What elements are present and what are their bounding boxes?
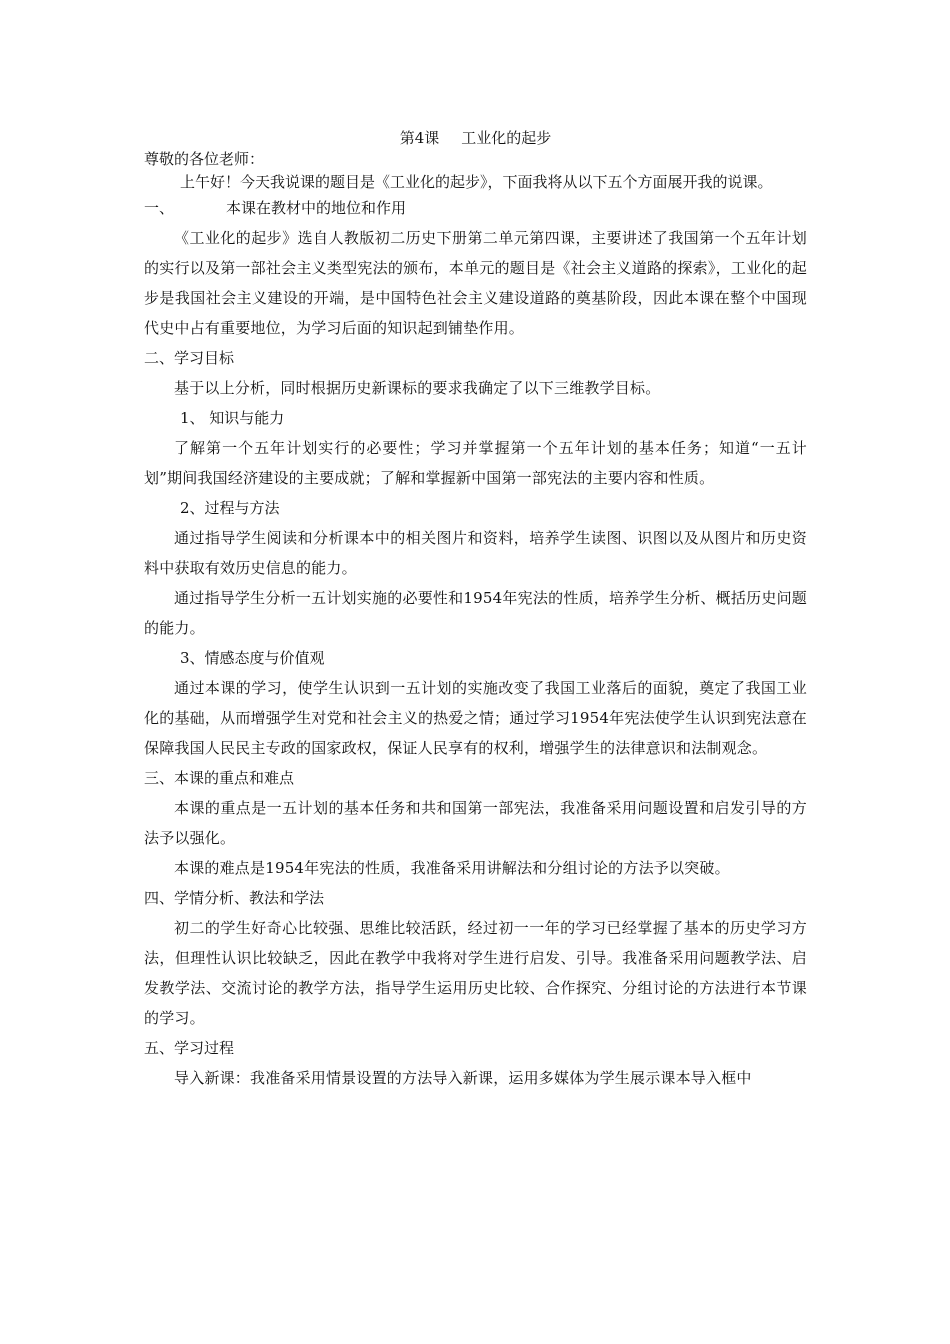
section2-sub1-body: 了解第一个五年计划实行的必要性；学习并掌握第一个五年计划的基本任务；知道“一五计划”期间我国经济建设的主要成就；了解和掌握新中国第一部宪法的主要内容和性质。 (144, 439, 807, 487)
section2-sub3-heading: 3、情感态度与价值观 (180, 649, 325, 667)
section5-body: 导入新课：我准备采用情景设置的方法导入新课，运用多媒体为学生展示课本导入框中 (174, 1069, 752, 1087)
section2-sub2-body2: 通过指导学生分析一五计划实施的必要性和1954年宪法的性质，培养学生分析、概括历史问题的能力。 (144, 589, 807, 637)
section3-body1: 本课的重点是一五计划的基本任务和共和国第一部宪法，我准备采用问题设置和启发引导的方法予以强化。 (144, 799, 807, 847)
section2-intro: 基于以上分析，同时根据历史新课标的要求我确定了以下三维教学目标。 (174, 379, 661, 397)
section3-heading: 三、本课的重点和难点 (144, 769, 295, 787)
document-title (144, 128, 807, 149)
section4-body: 初二的学生好奇心比较强、思维比较活跃，经过初一一年的学习已经掌握了基本的历史学习方法，但理性认识比较缺乏，因此在教学中我将对学生进行启发、引导。我准备采用问题教学法、启发教学法、交流讨论的教学方法，指导学生运用历史比较、合作探究、分组讨论的方法进行本节课的学习。 (144, 919, 807, 1027)
section1-body: 《工业化的起步》选自人教版初二历史下册第二单元第四课，主要讲述了我国第一个五年计划的实行以及第一部社会主义类型宪法的颁布，本单元的题目是《社会主义道路的探索》，工业化的起步是我国社会主义建设的开端，是中国特色社会主义建设道路的奠基阶段，因此本课在整个中国现代史中占有重要地位，为学习后面的知识起到铺垫作用。 (144, 229, 807, 337)
opening-paragraph: 上午好！今天我说课的题目是《工业化的起步》，下面我将从以下五个方面展开我的说课。 (180, 173, 773, 191)
section2-sub1-heading: 1、 知识与能力 (180, 409, 285, 427)
section2-sub2-heading: 2、过程与方法 (180, 499, 280, 517)
title-lesson-number: 第4课 (399, 129, 440, 147)
section1-number: 一、 (144, 199, 175, 217)
section4-heading: 四、学情分析、教法和学法 (144, 889, 325, 907)
section2-sub2-body1: 通过指导学生阅读和分析课本中的相关图片和资料，培养学生读图、识图以及从图片和历史资料中获取有效历史信息的能力。 (144, 529, 807, 577)
section2-heading: 二、学习目标 (144, 349, 235, 367)
section2-sub3-body: 通过本课的学习，使学生认识到一五计划的实施改变了我国工业落后的面貌，奠定了我国工业化的基础，从而增强学生对党和社会主义的热爱之情；通过学习1954年宪法使学生认识到宪法意在保障我国人民民主专政的国家政权，保证人民享有的权利，增强学生的法律意识和法制观念。 (144, 679, 807, 757)
section1-title: 本课在教材中的地位和作用 (226, 199, 407, 217)
section3-body2: 本课的难点是1954年宪法的性质，我准备采用讲解法和分组讨论的方法予以突破。 (174, 859, 730, 877)
salutation: 尊敬的各位老师： (144, 150, 265, 168)
section1-heading (144, 193, 807, 223)
section5-heading: 五、学习过程 (144, 1039, 235, 1057)
document-page (144, 128, 807, 1093)
title-text: 工业化的起步 (461, 129, 552, 147)
